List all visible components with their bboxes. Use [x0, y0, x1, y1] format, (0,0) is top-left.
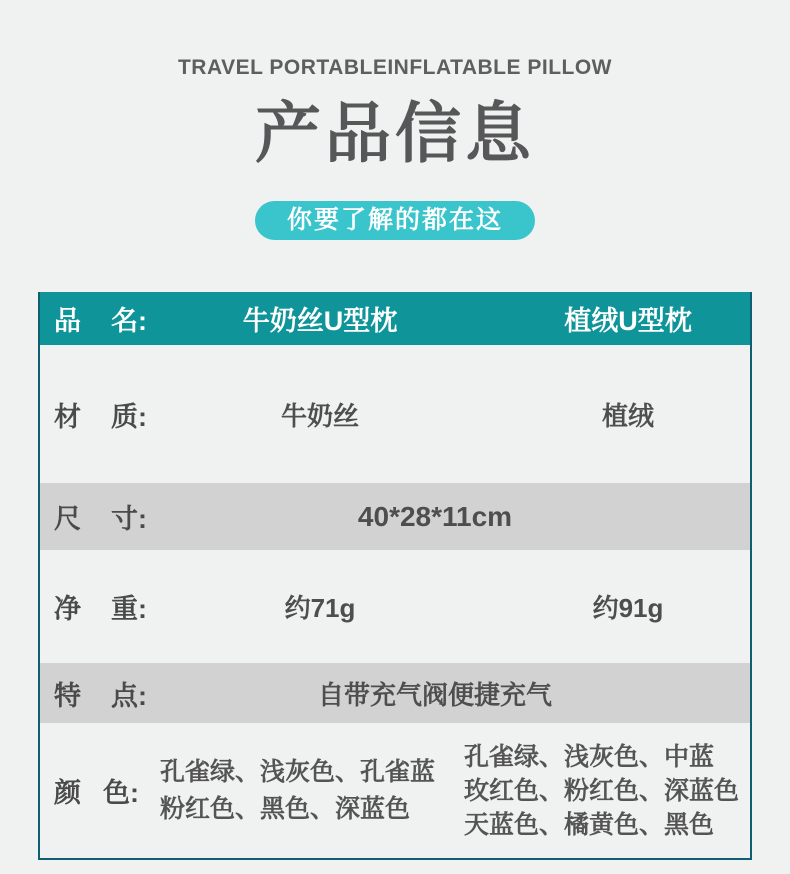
- row-label-weight: [40, 587, 190, 626]
- label-char-colon: 重:: [111, 594, 147, 624]
- color-col1-line2: 粉红色、黑色、深蓝色: [160, 794, 411, 823]
- table-row-feature: [40, 663, 750, 723]
- material-col1-value: 牛奶丝: [280, 400, 359, 431]
- label-char-colon: 名:: [111, 306, 147, 336]
- color-col1-value: [140, 754, 440, 828]
- material-col2-value: 植绒: [601, 400, 654, 431]
- label-char-colon: 色:: [103, 778, 139, 808]
- color-col2-line2: 玫红色、粉红色、深蓝色: [464, 776, 740, 805]
- feature-value: 自带充气阀便捷充气: [317, 679, 552, 710]
- label-char: 材: [54, 401, 81, 432]
- subtitle-badge: 你要了解的都在这: [255, 201, 535, 240]
- label-char-colon: 点:: [111, 680, 147, 711]
- spec-table: [38, 292, 752, 860]
- weight-col1-value: 约71g: [284, 593, 356, 623]
- page-title: 产品信息: [255, 96, 535, 170]
- label-char: 特: [54, 680, 81, 711]
- label-char: 净: [54, 594, 81, 624]
- label-char: 颜: [54, 778, 81, 808]
- color-col2-value: [440, 740, 750, 842]
- name-col2-value: 植绒U型枕: [564, 306, 692, 336]
- table-row-color: [40, 723, 750, 858]
- table-row-size: [40, 483, 750, 550]
- color-col2-line1: 孔雀绿、浅灰色、中蓝: [464, 742, 715, 771]
- english-tagline: TRAVEL PORTABLEINFLATABLE PILLOW: [177, 56, 613, 79]
- label-char: 尺: [54, 504, 81, 534]
- table-row-product-name: [40, 292, 750, 345]
- name-col1-value: 牛奶丝U型枕: [242, 306, 398, 336]
- row-label-color: [40, 771, 140, 810]
- table-row-material: [40, 345, 750, 483]
- row-label-name: [40, 299, 190, 338]
- label-char-colon: 质:: [111, 401, 147, 432]
- label-char-colon: 寸:: [111, 504, 147, 534]
- label-char: 品: [54, 306, 81, 336]
- size-value: 40*28*11cm: [357, 500, 513, 532]
- weight-col2-value: 约91g: [592, 593, 664, 623]
- row-label-material: [40, 395, 190, 434]
- row-label-size: [40, 497, 190, 536]
- color-col2-line3: 天蓝色、橘黄色、黑色: [464, 810, 715, 839]
- color-col1-line1: 孔雀绿、浅灰色、孔雀蓝: [160, 757, 436, 786]
- row-label-feature: [40, 674, 190, 713]
- table-row-weight: [40, 550, 750, 663]
